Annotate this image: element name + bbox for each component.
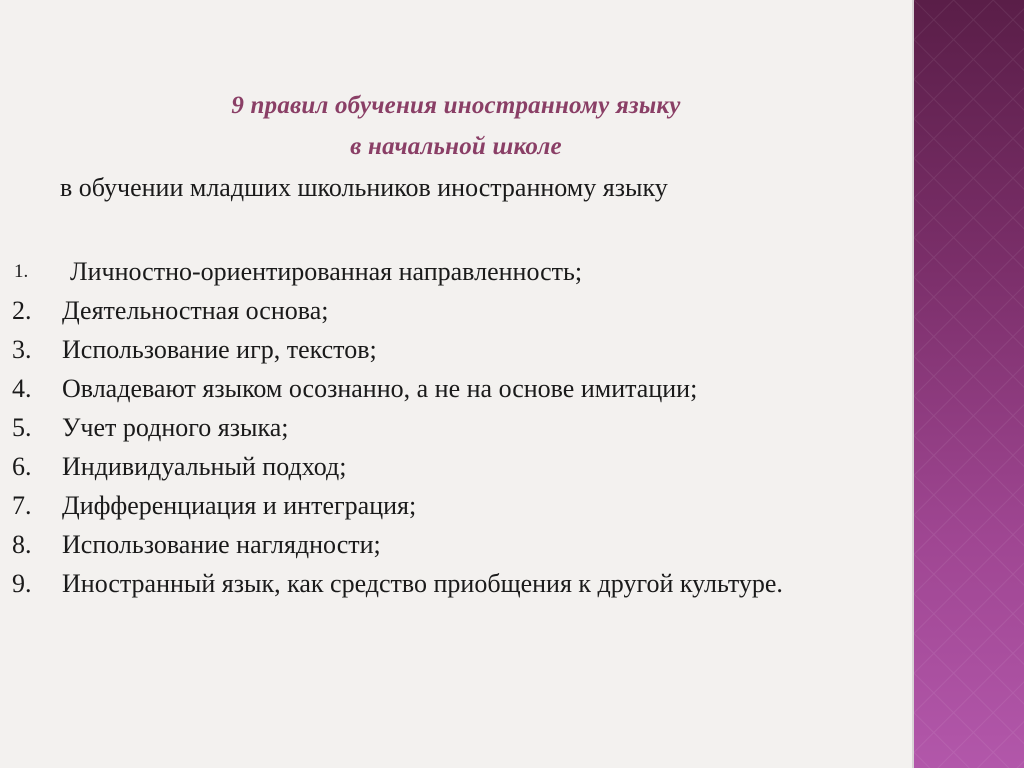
slide-subtitle: в обучении младших школьников иностранному языку [60,173,668,202]
rule-text: Овладевают языком осознанно, а не на основе имитации; [62,374,698,403]
slide-title-line-1: 9 правил обучения иностранному языку [231,92,681,119]
rule-number: 6. [12,452,32,481]
rule-item-6 [0,447,900,486]
rule-text: Учет родного языка; [62,413,289,442]
rule-number: 3. [12,335,32,364]
rule-item-3 [0,330,900,369]
rule-number: 7. [12,491,32,520]
rule-text: Использование игр, текстов; [62,335,377,364]
rule-text: Использование наглядности; [62,530,381,559]
rule-text: Деятельностная основа; [62,296,329,325]
rule-item-8 [0,525,900,564]
rule-text: Дифференциация и интеграция; [62,491,417,520]
slide-title-line-2: в начальной школе [350,133,562,160]
rule-text: Индивидуальный подход; [62,452,347,481]
rule-item-5 [0,408,900,447]
rule-number: 4. [12,374,32,403]
rules-list [0,252,900,642]
rule-number: 1. [14,261,29,282]
diamond-pattern [914,0,1024,768]
decorative-side-bar [914,0,1024,768]
rule-item-4 [0,369,900,408]
rule-number: 2. [12,296,32,325]
rule-number: 9. [12,569,32,598]
rule-item-2 [0,291,900,330]
rule-text: Иностранный язык, как средство приобщения к другой культуре. [62,569,783,598]
rule-number: 5. [12,413,32,442]
rule-item-9 [0,564,900,642]
rule-number: 8. [12,530,32,559]
rule-text: Личностно-ориентированная направленность; [70,257,583,286]
rule-item-7 [0,486,900,525]
rule-item-1 [0,252,900,291]
